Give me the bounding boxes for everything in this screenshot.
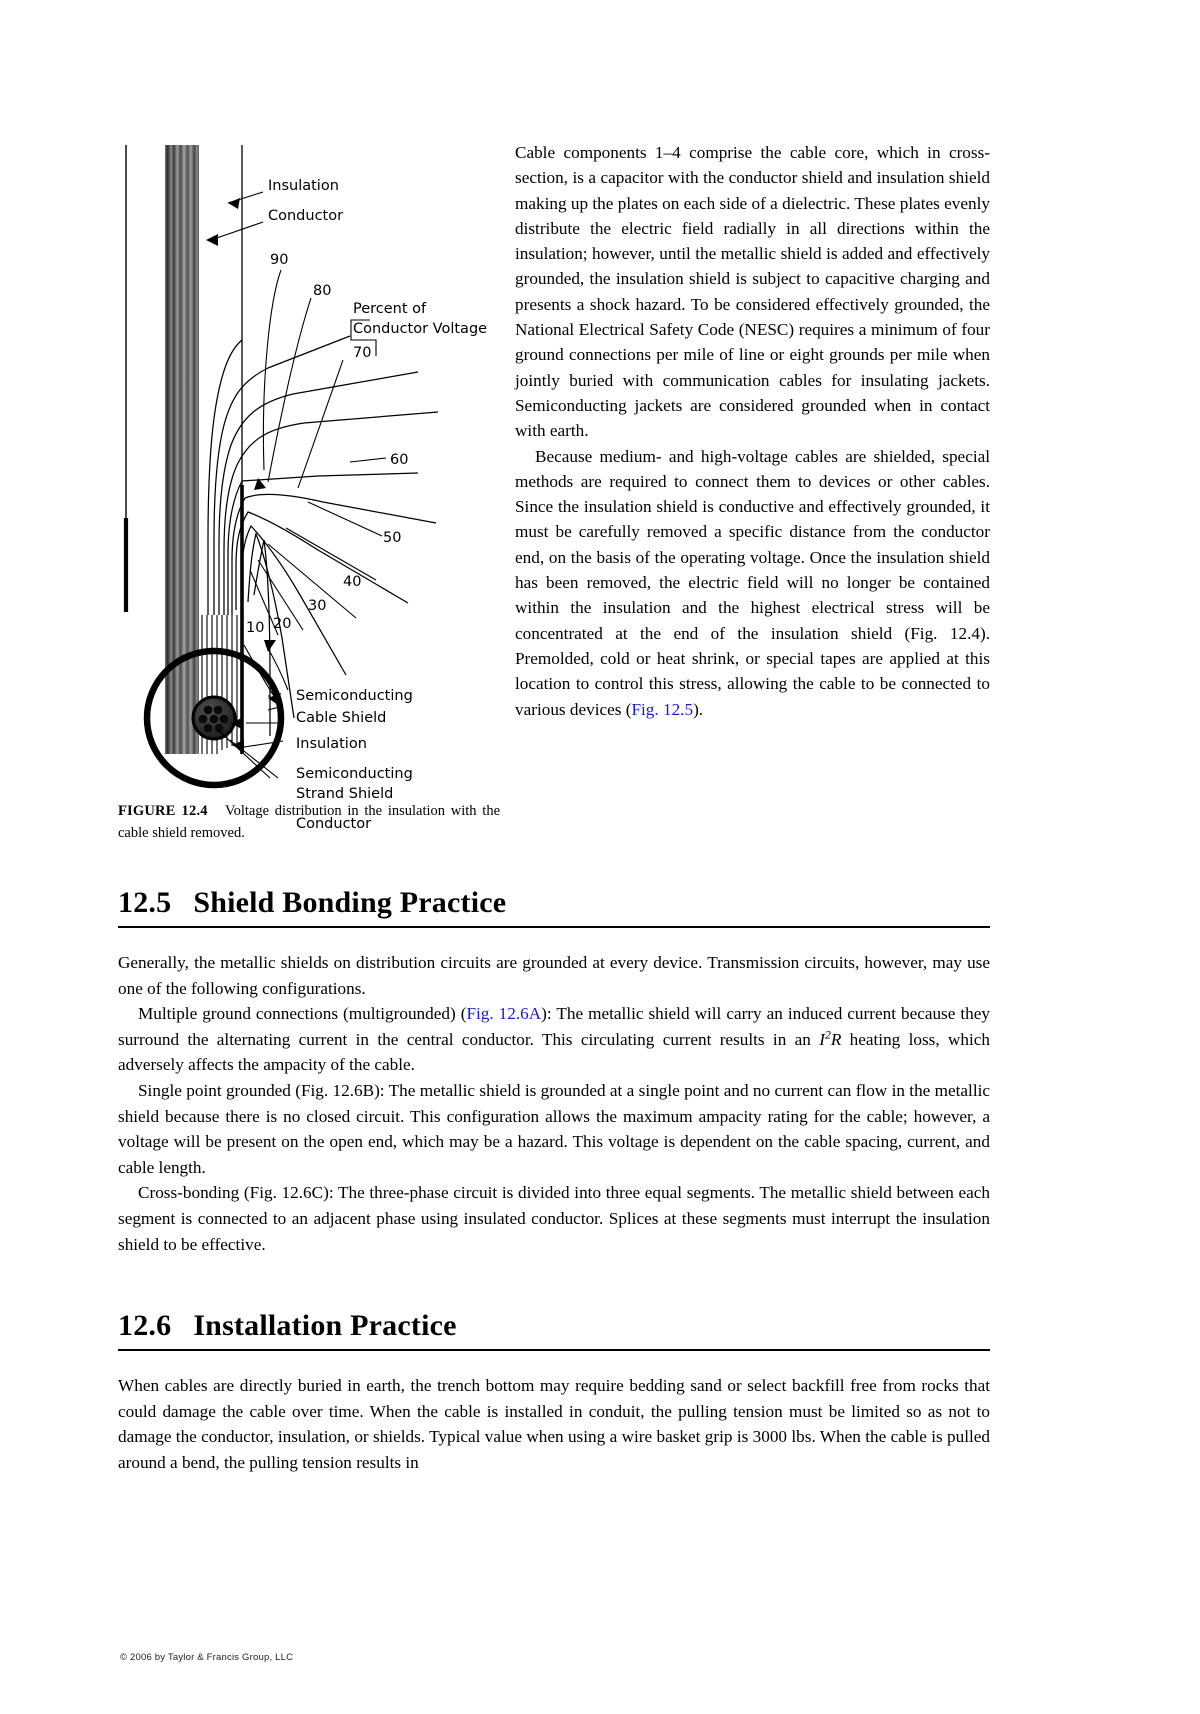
right-text-column <box>515 140 990 722</box>
heading-12-5 <box>118 886 990 926</box>
arrowhead-strand-shield <box>232 740 244 752</box>
label-90: 90 <box>270 252 289 268</box>
label-semi-strand-shield-2: Strand Shield <box>296 786 394 802</box>
heading-12-5-number: 12.5 <box>118 886 172 919</box>
conductor-core <box>165 145 199 615</box>
link-fig-12-6a[interactable]: Fig. 12.6A <box>466 1004 542 1024</box>
para-126-installation: When cables are directly buried in earth, the trench bottom may require bedding sand or select backfill free from rocks that could damage the cable over time. When the cable is installed in conduit, the pulling tension must be limited so as not to damage the conductor, insulation, or shields. Typical value when using a wire basket grip is 3000 lbs. When the cable is pulled around a bend, the pulling tension results in <box>118 1376 990 1472</box>
label-insulation-top: Insulation <box>268 178 339 194</box>
figure-caption-label: FIGURE 12.4 <box>118 803 208 819</box>
figure-caption-text: Voltage distribution in the insulation with the cable shield removed. <box>118 803 501 842</box>
arrowhead-insulation <box>228 198 240 209</box>
heading-12-5-rule <box>118 926 990 928</box>
heading-12-6-title: Installation Practice <box>193 1309 457 1343</box>
para-125-multiple-ground <box>118 1001 990 1078</box>
label-10: 10 <box>246 620 265 636</box>
heading-12-6 <box>118 1309 990 1349</box>
label-semi-cable-shield-1: Semiconducting <box>296 688 413 704</box>
para-125-cross-bonding: Cross-bonding (Fig. 12.6C): The three-phase circuit is divided into three equal segments. The metallic shield between each segment is connected to an adjacent phase using insulated conductor. Splices at these segments must interrupt the insulation shield to be effective. <box>118 1183 990 1254</box>
figure-caption <box>118 800 500 845</box>
link-fig-12-5[interactable]: Fig. 12.5 <box>631 699 694 719</box>
figure-column <box>118 140 501 842</box>
para-125-single-point: Single point grounded (Fig. 12.6B): The metallic shield is grounded at a single point and no current can flow in the metallic shield because there is no closed circuit. This configuration allows the maximum ampacity rating for the cable; however, a voltage will be present on the open end, which may be a hazard. This voltage is dependent on the cable spacing, current, and cable length. <box>118 1080 990 1177</box>
label-conductor-top: Conductor <box>268 208 344 224</box>
label-percent-line2: Conductor Voltage <box>353 321 488 337</box>
section-spacer <box>118 1257 990 1309</box>
label-80: 80 <box>313 283 332 299</box>
para-125-multi-a: Multiple ground connections (multigrounded) ( <box>138 1004 467 1024</box>
label-insulation-circle: Insulation <box>296 736 367 752</box>
label-60: 60 <box>390 452 409 468</box>
label-percent-line1: Percent of <box>353 301 427 317</box>
heading-12-6-number: 12.6 <box>118 1309 172 1343</box>
formula-i: I <box>819 1029 825 1049</box>
formula-r: R <box>830 1029 842 1049</box>
figure-12-4 <box>118 140 501 842</box>
heading-12-5-title: Shield Bonding Practice <box>193 886 507 919</box>
para-cable-components-text: Cable components 1–4 comprise the cable core, which in cross-section, is a capacitor with the conductor shield and insulation shield making up the plates on each side of a dielectric. These plates evenly distribute the electric field radially in all directions within the insulation; however, until the metallic shield is added and effectively grounded, the insulation shield is subject to capacitive charging and presents a shock hazard. To be considered effectively grounded, the National Electrical Safety Code (NESC) requires a minimum of four ground connections per mile of line or eight grounds per mile when jointly buried with communication cables for insulating jackets. Semiconducting jackets are considered grounded when in contact with earth. <box>515 143 990 441</box>
label-semi-strand-shield-1: Semiconducting <box>296 766 413 782</box>
label-70: 70 <box>353 345 372 361</box>
formula-exponent: 2 <box>824 1028 831 1042</box>
para-shielded-tail: ). <box>693 699 704 719</box>
label-conductor-circle: Conductor <box>296 816 372 832</box>
paragraph-shielded-cables <box>515 444 990 722</box>
label-40: 40 <box>343 574 362 590</box>
label-30: 30 <box>308 598 327 614</box>
label-50: 50 <box>383 530 402 546</box>
para-125-multi-c: heating loss, which adversely affects the ampacity of the cable. <box>118 1029 990 1075</box>
label-20: 20 <box>273 616 292 632</box>
arrowhead-conductor <box>206 234 218 246</box>
page-footer-copyright: © 2006 by Taylor & Francis Group, LLC <box>120 1652 294 1663</box>
conductor-core-lower <box>165 615 199 754</box>
para-125-multi-b: ): The metallic shield will carry an induced current because they surround the alternating current in the central conductor. This circulating current results in an <box>118 1004 990 1049</box>
para-125-generally: Generally, the metallic shields on distribution circuits are grounded at every device. Transmission circuits, however, may use one of the following configurations. <box>118 953 990 998</box>
top-two-column-block <box>118 140 990 880</box>
lower-full-width-section <box>118 886 990 1476</box>
callout-leaders <box>211 192 376 488</box>
label-semi-cable-shield-2: Cable Shield <box>296 710 387 726</box>
paragraph-cable-components <box>515 140 990 444</box>
heading-12-6-rule <box>118 1349 990 1351</box>
para-shielded-text: Because medium- and high-voltage cables are shielded, special methods are required to connect them to devices or other cables. Since the insulation shield is conductive and effectively grounded, it must be carefully removed a specific distance from the conductor end, on the basis of the operating voltage. Once the insulation shield has been removed, the electric field will no longer be contained within the insulation and the highest electrical stress will be concentrated at the end of the insulation shield (Fig. 12.4). Premolded, cold or heat shrink, or special tapes are applied at this location to control this stress, allowing the cable to be connected to various devices ( <box>515 446 990 719</box>
